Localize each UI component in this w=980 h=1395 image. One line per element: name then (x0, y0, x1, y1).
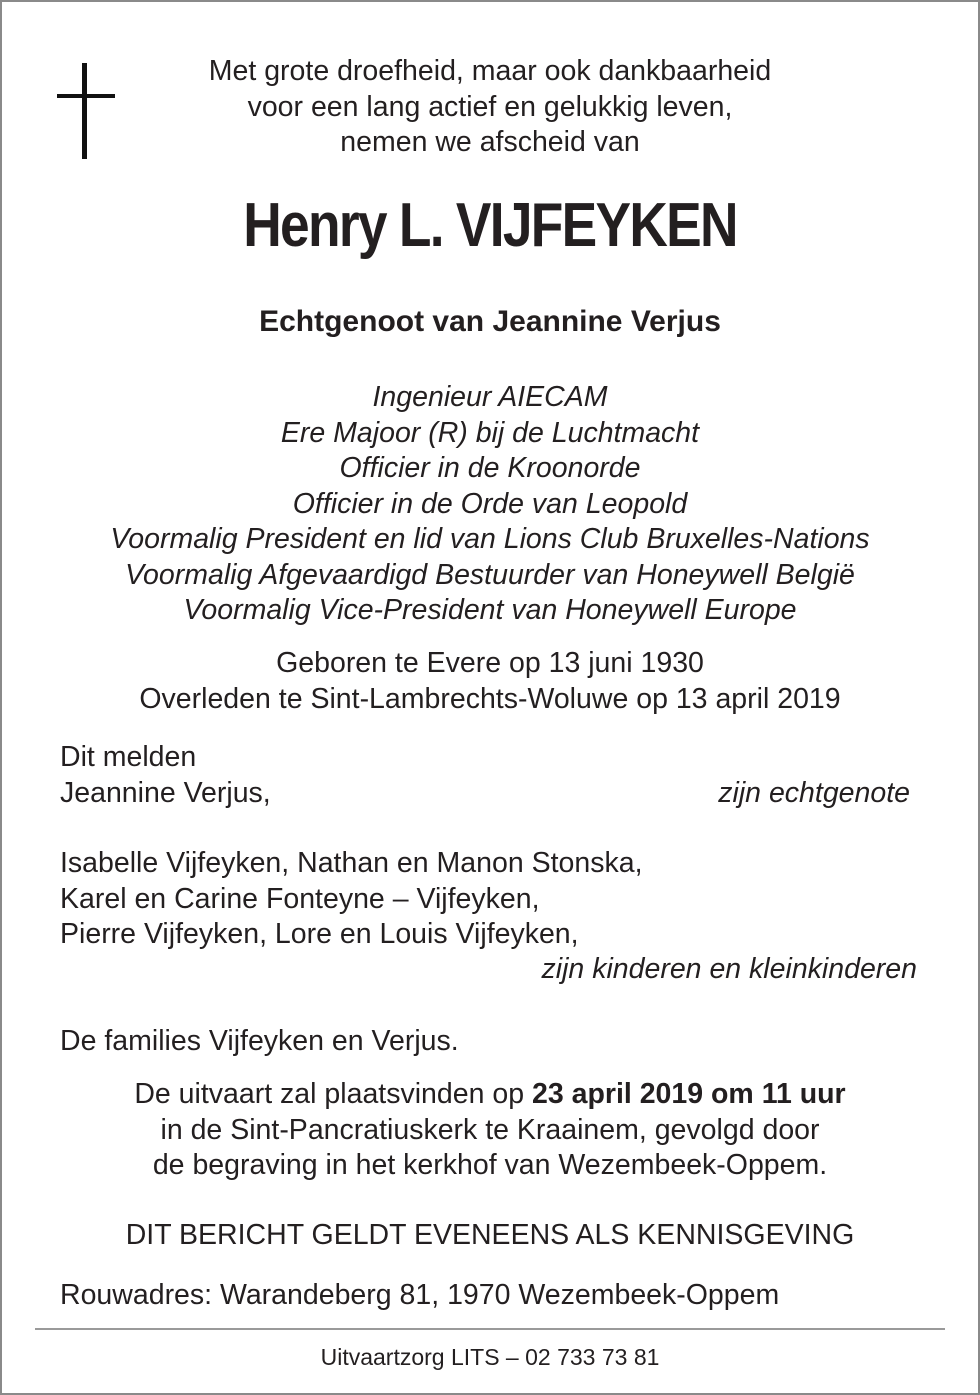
children-item: Pierre Vijfeyken, Lore en Louis Vijfeyken, (60, 918, 579, 950)
funeral-line-1 (0, 1077, 980, 1113)
funeral-line-2: in de Sint-Pancratiuskerk te Kraainem, gevolgd door (160, 1113, 820, 1146)
intro-text (0, 54, 980, 161)
spouse-name: Jeannine Verjus, (60, 776, 271, 809)
mourning-address: Rouwadres: Warandeberg 81, 1970 Wezembeek-Oppem (60, 1279, 780, 1311)
announcement-block (60, 740, 271, 811)
funeral-details (0, 1077, 980, 1184)
spouse-line: Echtgenoot van Jeannine Verjus (259, 305, 721, 338)
title-item: Voormalig Vice-President van Honeywell Europe (183, 594, 797, 626)
intro-line: Met grote droefheid, maar ook dankbaarheid (208, 55, 772, 87)
funeral-line-3: de begraving in het kerkhof van Wezembeek-Oppem. (152, 1149, 828, 1181)
deceased-name: Henry L. VIJFEYKEN (243, 191, 737, 260)
funeral-datetime: 23 april 2019 om 11 uur (531, 1078, 846, 1110)
funeral-prefix: De uitvaart zal plaatsvinden op (134, 1078, 532, 1110)
children-item: Karel en Carine Fonteyne – Vijfeyken, (60, 882, 540, 915)
announcement-lead: Dit melden (60, 741, 197, 773)
title-item: Officier in de Orde van Leopold (292, 487, 688, 520)
divider (35, 1328, 945, 1330)
intro-line: voor een lang actief en gelukkig leven, (247, 90, 733, 123)
children-list (60, 846, 643, 953)
notice-line: DIT BERICHT GELDT EVENEENS ALS KENNISGEVING (125, 1219, 855, 1251)
children-item: Isabelle Vijfeyken, Nathan en Manon Stonska, (60, 847, 643, 879)
funeral-director-footer: Uitvaartzorg LITS – 02 733 73 81 (320, 1344, 660, 1370)
title-item: Voormalig Afgevaardigd Bestuurder van Honeywell België (125, 558, 855, 591)
families-line: De families Vijfeyken en Verjus. (60, 1025, 459, 1057)
intro-line: nemen we afscheid van (340, 126, 640, 158)
birth-date: Geboren te Evere op 13 juni 1930 (276, 647, 704, 679)
life-dates (0, 646, 980, 717)
title-item: Voormalig President en lid van Lions Club Bruxelles-Nations (110, 523, 870, 555)
spouse-relation: zijn echtgenote (718, 777, 910, 809)
children-relation: zijn kinderen en kleinkinderen (541, 953, 917, 985)
titles-list (0, 380, 980, 629)
death-date: Overleden te Sint-Lambrechts-Woluwe op 13 april 2019 (139, 682, 841, 715)
title-item: Officier in de Kroonorde (339, 452, 641, 484)
title-item: Ere Majoor (R) bij de Luchtmacht (280, 416, 700, 449)
title-item: Ingenieur AIECAM (372, 381, 608, 413)
